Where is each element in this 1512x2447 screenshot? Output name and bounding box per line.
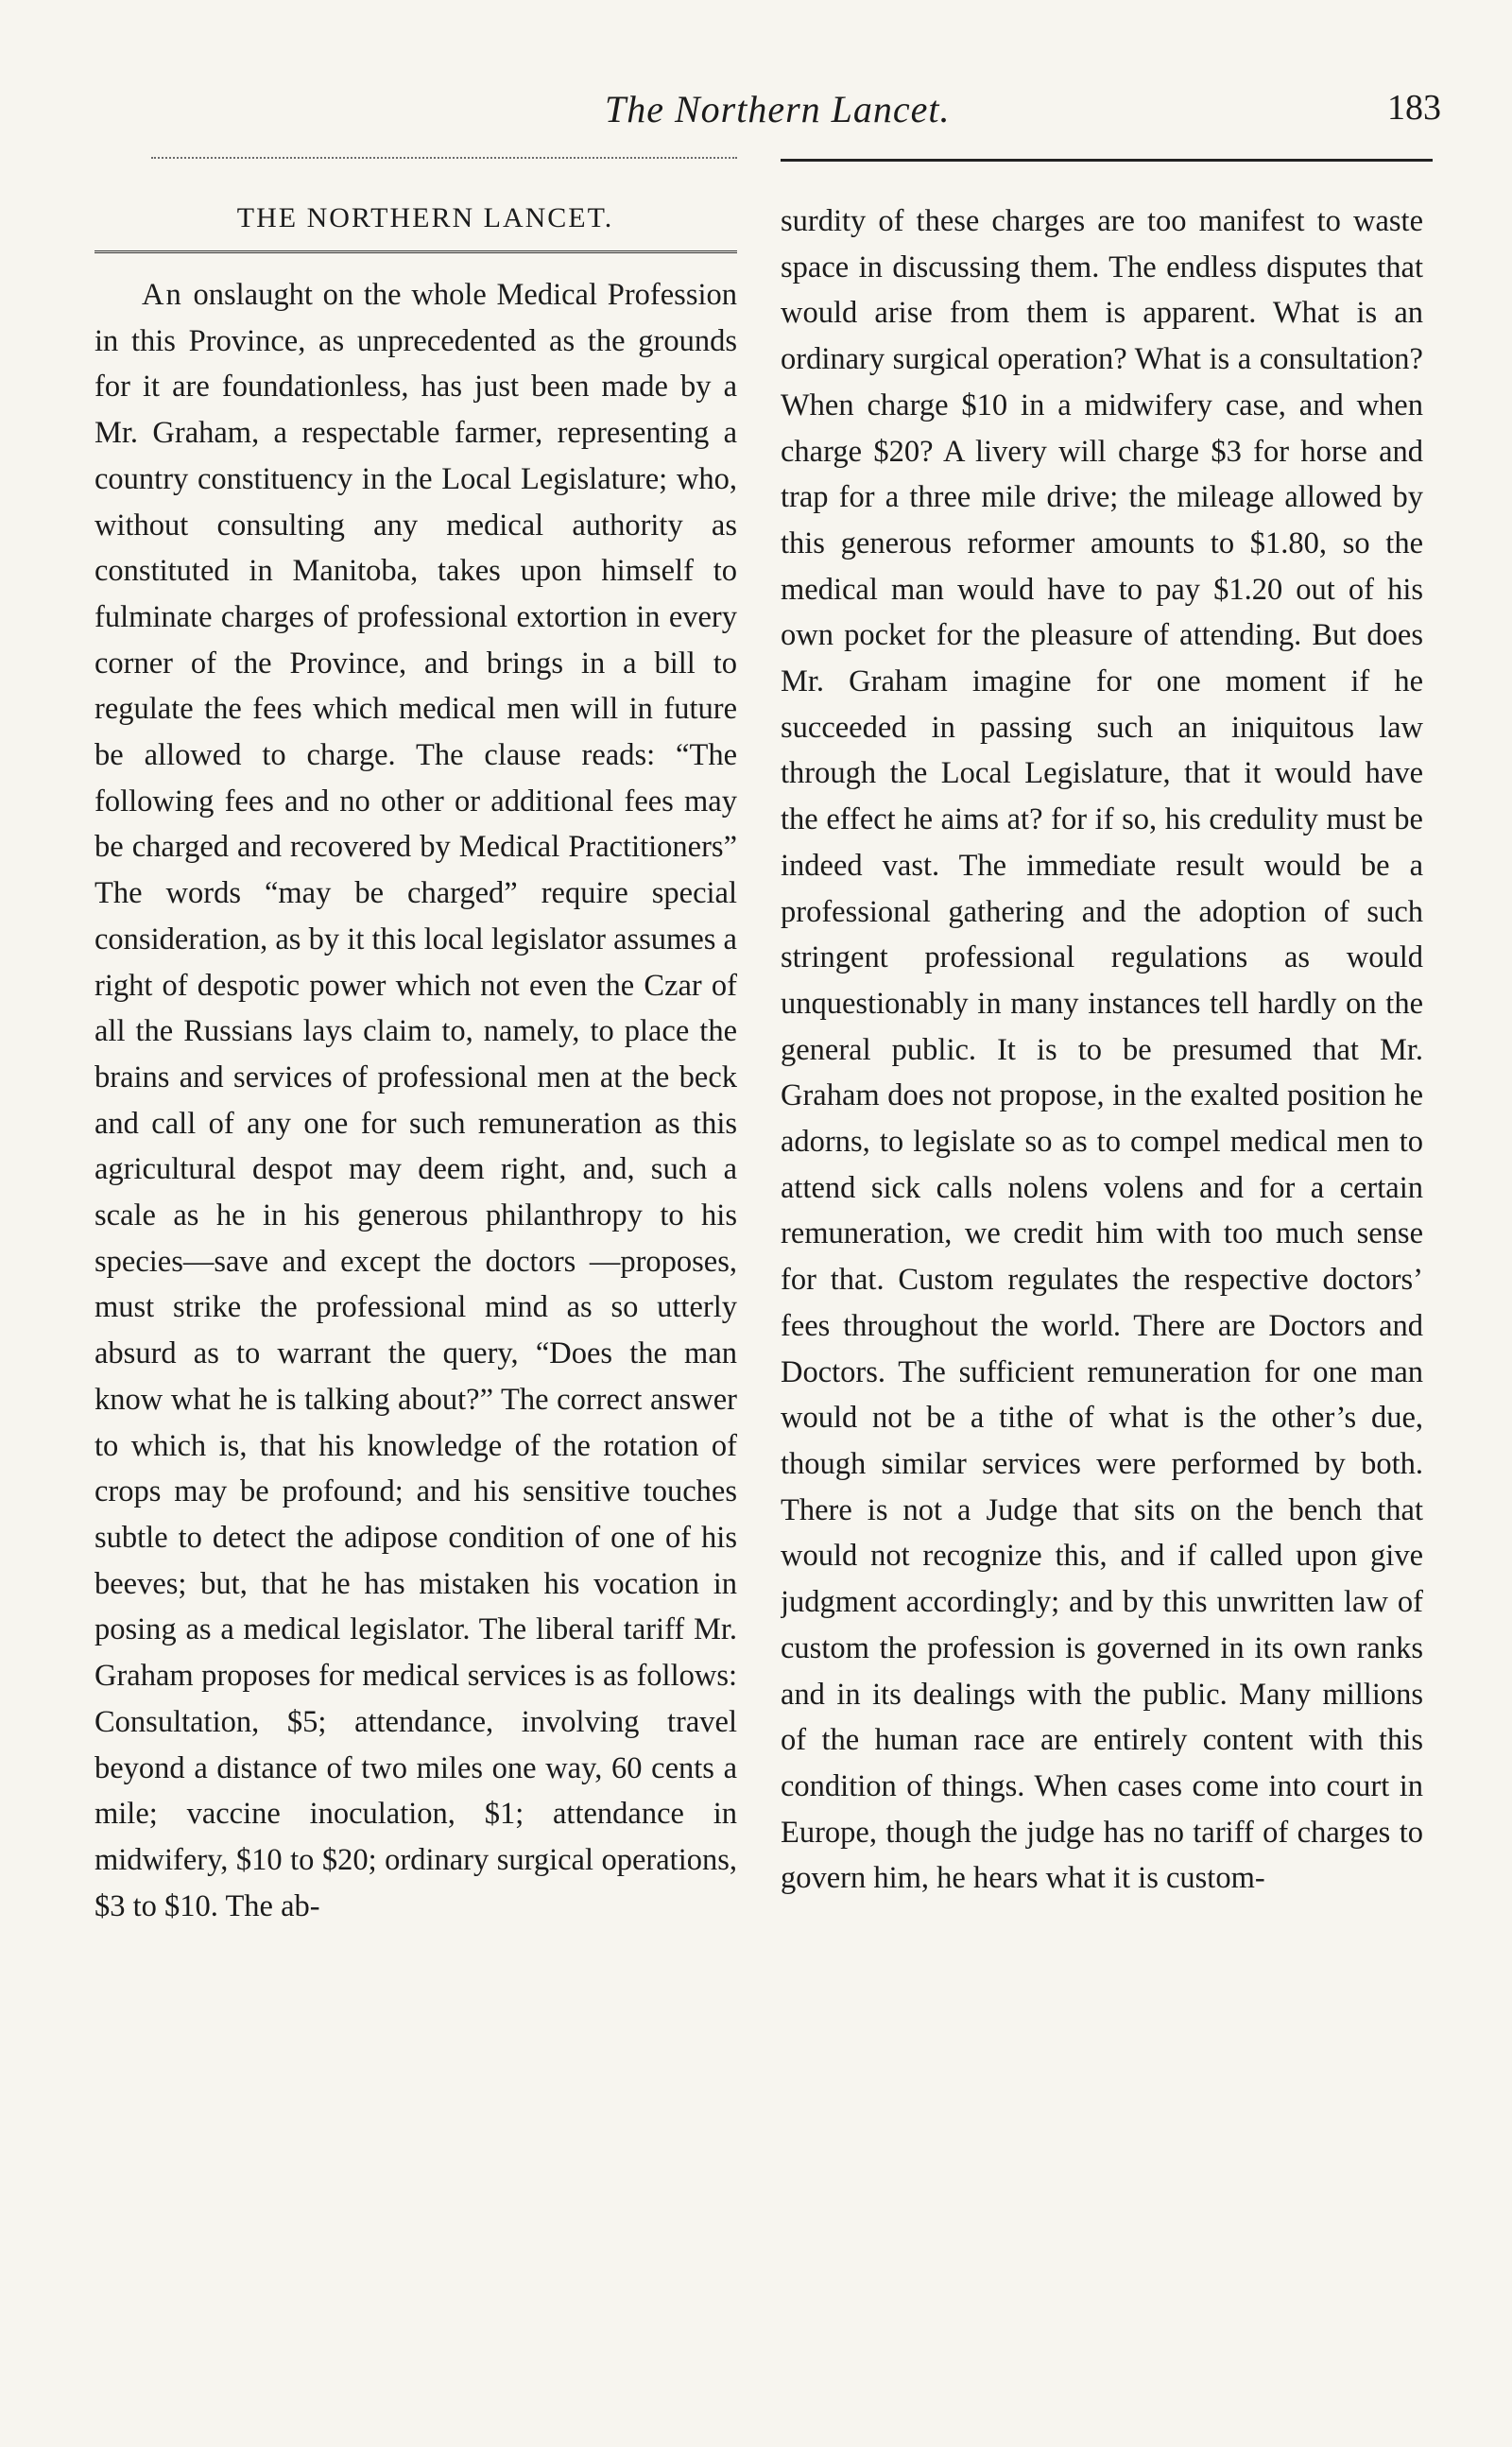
article-column-left	[94, 272, 737, 2399]
heading-rule	[94, 250, 737, 253]
article-heading: THE NORTHERN LANCET.	[236, 202, 614, 233]
right-column-text: surdity of these charges are too manifest to waste space in discussing them. The endless disputes that would arise from them is apparent. What is an ordinary surgical operation? What is a consultation? When charge $10 in a midwifery case, and when charge $20? A livery will charge $3 for horse and trap for a three mile drive; the mileage allowed by this generous reformer amounts to $1.80, so the medical man would have to pay $1.20 out of his own pocket for the pleasure of attending. But does Mr. Graham imagine for one moment if he succeeded in passing such an iniquitous law through the Local Legislature, that it would have the effect he aims at? for if so, his credulity must be indeed vast. The immediate result would be a professional gathering and the adoption of such stringent professional regulations as would unquestionably in many instances tell hardly on the general public. It is to be presumed that Mr. Graham does not propose, in the exalted position he adorns, to legislate so as to compel medical men to attend sick calls nolens volens and for a certain remuneration, we credit him with too much sense for that. Custom regulates the respective doctors’ fees throughout the world. There are Doctors and Doctors. The sufficient remuneration for one man would not be a tithe of what is the other’s due, though similar services were performed by both. There is not a Judge that sits on the bench that would not recognize this, and if called upon give judgment accordingly; and by this unwritten law of custom the profession is governed in its own ranks and in its dealings with the public. Many millions of the human race are entirely content with this condition of things. When cases come into court in Europe, though the judge has no tariff of charges to govern him, he hears what it is custom-	[781, 204, 1423, 1896]
running-head	[0, 87, 1512, 134]
opening-word: An	[142, 278, 183, 312]
dotted-rule	[151, 157, 737, 159]
left-column-text: onslaught on the whole Medical Profession in this Province, as unprecedented as the grounds for it are foundationless, has just been made by a Mr. Graham, a respectable farmer, representing a country constituency in the Local Legislature; who, without consulting any medical authority as constituted in Manitoba, takes upon himself to fulminate charges of professional extortion in every corner of the Province, and brings in a bill to regulate the fees which medical men will in future be allowed to charge. The clause reads: “The following fees and no other or additional fees may be charged and recovered by Medical Practitioners” The words “may be charged” require special consideration, as by it this local legislator assumes a right of despotic power which not even the Czar of all the Russians lays claim to, namely, to place the brains and services of professional men at the beck and call of any one for such remuneration as this agricultural despot may deem right, and, such a scale as he in his generous philanthropy to his species—save and except the doctors —proposes, must strike the professional mind as so utterly absurd as to warrant the query, “Does the man know what he is talking about?” The correct answer to which is, that his knowledge of the rotation of crops may be profound; and his sensitive touches subtle to detect the adipose condition of one of his beeves; but, that he has mistaken his vocation in posing as a medical legislator. The liberal tariff Mr. Graham proposes for medical services is as follows: Consultation, $5; attendance, involving travel beyond a distance of two miles one way, 60 cents a mile; vaccine inoculation, $1; attendance in midwifery, $10 to $20; ordinary surgical operations, $3 to $10. The ab-	[94, 278, 737, 1923]
journal-title: The Northern Lancet.	[605, 88, 951, 130]
header-rule	[781, 159, 1433, 162]
article-column-right	[781, 198, 1423, 2401]
page-number: 183	[1387, 88, 1441, 128]
